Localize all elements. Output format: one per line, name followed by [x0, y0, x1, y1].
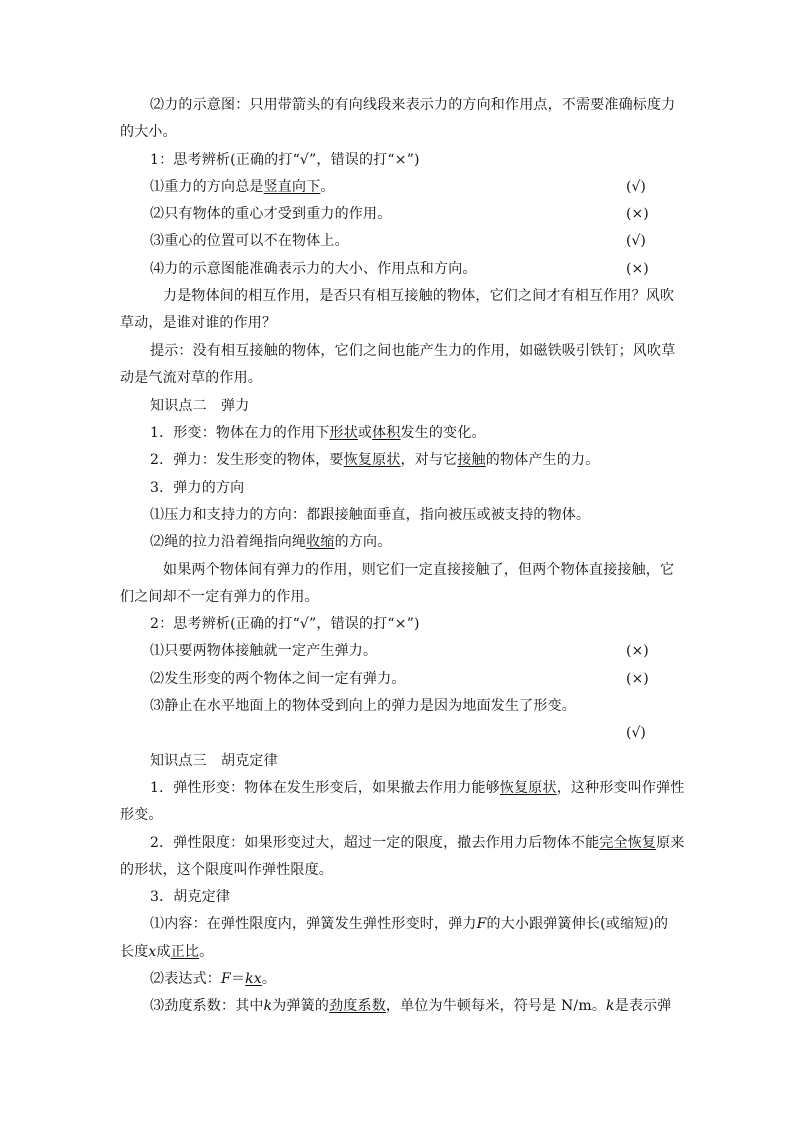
- text-line: 长度x成正比。: [120, 944, 214, 960]
- text-line: 的大小。: [120, 124, 177, 140]
- answer-mark: (×): [626, 671, 649, 687]
- section-heading: 知识点二 弹力: [150, 398, 250, 414]
- text-line: 动是气流对草的作用。: [120, 370, 262, 386]
- text-line: 2．弹性限度：如果形变过大，超过一定的限度，撤去作用力后物体不能完全恢复原来: [150, 835, 685, 851]
- text-line: 形变。: [120, 807, 163, 823]
- answer-blank: 接触: [457, 452, 486, 468]
- answer-blank: kx: [245, 971, 262, 987]
- text-line: ⑴压力和支持力的方向：都跟接触面垂直，指向被压或被支持的物体。: [150, 507, 591, 523]
- text-line: 们之间却不一定有弹力的作用。: [120, 589, 319, 605]
- text-line: 草动，是谁对谁的作用？: [120, 315, 277, 331]
- answer-mark: (×): [626, 643, 649, 659]
- answer-mark: (×): [626, 261, 649, 277]
- answer-blank: 恢复原状: [343, 452, 401, 468]
- answer-blank: 体积: [372, 425, 401, 441]
- text-line: 2：思考辨析(正确的打“√”，错误的打“×”): [150, 616, 420, 632]
- text-line: 的形状，这个限度叫作弹性限度。: [120, 862, 333, 878]
- section-heading: 知识点三 胡克定律: [150, 753, 278, 769]
- text-line: ⑴内容：在弹性限度内，弹簧发生弹性形变时，弹力F的大小跟弹簧伸长(或缩短)的: [150, 916, 669, 932]
- text-line: ⑵绳的拉力沿着绳指向绳收缩的方向。: [150, 534, 392, 550]
- answer-blank: 正比: [170, 944, 200, 960]
- answer-blank: 完全恢复: [599, 835, 657, 851]
- text-line: 2．弹力：发生形变的物体，要恢复原状，对与它接触的物体产生的力。: [150, 452, 600, 468]
- text-line: 3．弹力的方向: [150, 480, 245, 496]
- text-line: ⑵只有物体的重心才受到重力的作用。: [150, 206, 392, 222]
- answer-blank: 恢复原状: [499, 780, 557, 796]
- text-line: 提示：没有相互接触的物体，它们之间也能产生力的作用，如磁铁吸引铁钉；风吹草: [150, 343, 676, 359]
- text-line: 3．胡克定律: [150, 889, 231, 905]
- text-line: ⑵力的示意图：只用带箭头的有向线段来表示力的方向和作用点，不需要准确标度力: [150, 97, 676, 113]
- text-line: ⑵发生形变的两个物体之间一定有弹力。: [150, 671, 406, 687]
- answer-mark: (√): [626, 233, 646, 249]
- answer-blank: 劲度系数: [329, 998, 386, 1014]
- text-line: ⑷力的示意图能准确表示力的大小、作用点和方向。: [150, 261, 477, 277]
- answer-mark: (×): [626, 206, 649, 222]
- text-line: ⑵表达式：F＝kx。: [150, 971, 277, 987]
- text-line: 力是物体间的相互作用，是否只有相互接触的物体，它们之间才有相互作用？风吹: [163, 288, 675, 304]
- answer-mark: (√): [626, 725, 646, 741]
- answer-blank: 收缩: [306, 534, 335, 550]
- text-line: ⑶劲度系数：其中k为弹簧的劲度系数，单位为牛顿每米，符号是 N/m。k是表示弹: [150, 998, 672, 1014]
- answer-blank: 竖直向下: [263, 179, 321, 195]
- text-line: 1．弹性形变：物体在发生形变后，如果撤去作用力能够恢复原状，这种形变叫作弹性: [150, 780, 685, 796]
- answer-mark: (√): [626, 179, 646, 195]
- text-line: ⑶静止在水平地面上的物体受到向上的弹力是因为地面发生了形变。: [150, 698, 576, 714]
- text-line: 1．形变：物体在力的作用下形状或体积发生的变化。: [150, 425, 486, 441]
- text-line: ⑴只要两物体接触就一定产生弹力。: [150, 643, 378, 659]
- text-line: ⑶重心的位置可以不在物体上。: [150, 233, 349, 249]
- text-line: 如果两个物体间有弹力的作用，则它们一定直接接触了，但两个物体直接接触，它: [163, 562, 675, 578]
- text-line: ⑴重力的方向总是竖直向下。: [150, 179, 335, 195]
- answer-blank: 形状: [329, 425, 358, 441]
- text-line: 1：思考辨析(正确的打“√”，错误的打“×”): [150, 152, 420, 168]
